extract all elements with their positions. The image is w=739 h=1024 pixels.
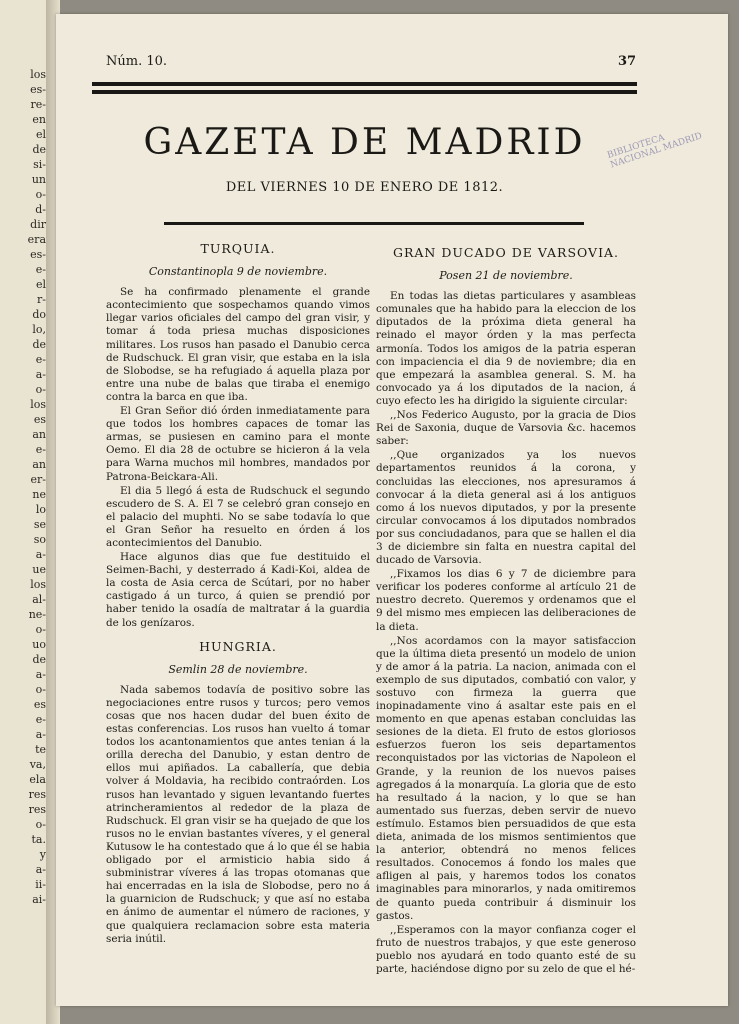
dateline-posen: Posen 21 de noviembre. bbox=[439, 269, 573, 283]
left-page-fragment: an bbox=[32, 458, 46, 471]
left-page-fragment: lo bbox=[35, 503, 46, 516]
article-paragraph: Hace algunos dias que fue destituido el Seimen-Bachi, y desterrado á Kadi-Koi, aldea de la costa de Asia cerca de Scútari, por no haber castigado á un turco, á quien se prendió por haber tenido la osadía de maltratar á la guardia de los genízaros. bbox=[106, 551, 370, 629]
article-paragraph: ,,Fixamos los dias 6 y 7 de diciembre para verificar los poderes conforme al artículo 21 de nuestro decreto. Queremos y ordenamos que el 9 del mismo mes empiecen las deliberaciones de la dieta. bbox=[376, 568, 636, 633]
left-page-fragment: los bbox=[30, 68, 46, 81]
issue-number: Núm. 10. bbox=[106, 54, 168, 69]
left-page-fragment: lo, bbox=[32, 323, 46, 336]
article-paragraph: Se ha confirmado plenamente el grande acontecimiento que sospechamos quando vimos llegar varios oficiales del campo del gran visir, y tomar á toda priesa muchas disposiciones militares. Los rusos han pasado el Danubio cerca de Rudschuck. El gran visir, que estaba en la isla de Slobodse, se ha refugiado á aquella plaza por entre una nube de balas que tiraba el enemigo contra la barca en que iba. bbox=[106, 286, 370, 403]
left-page-fragment: a- bbox=[35, 863, 46, 876]
left-page-fragment: y bbox=[39, 848, 46, 861]
page-number: 37 bbox=[618, 54, 637, 69]
left-page-fragment: ta. bbox=[31, 833, 46, 846]
left-page-fragment: los bbox=[30, 578, 46, 591]
article-paragraph: ,,Nos acordamos con la mayor satisfaccion que la última dieta presentó un modelo de union y de amor á la patria. La nacion, animada con el exemplo de sus diputados, combatió con valor, y sostuvo con firmeza la guerra que inopinadamente vino á asaltar este pais en el momento en que apenas estaban concluidas las sesiones de la dieta. El fruto de estos gloriosos esfuerzos fueron los seis departamentos reconquistados por las victorias de Napoleon el Grande, y la reunion de los nuevos paises agregados á la monarquía. La gloria que de esto ha resultado á la nacion, y lo que se han aumentado sus fuerzas, deben servir de nuevo estímulo. Estamos bien persuadidos de que esta dieta, animada de los mismos sentimientos que la anterior, obtendrá no menos felices resultados. Conocemos á fondo los males que afligen al pais, y haremos todos los conatos imaginables para minorarlos, y nada omitiremos de quanto pueda contribuir á disminuir los gastos. bbox=[376, 634, 636, 922]
left-column bbox=[106, 242, 370, 946]
article-paragraph: ,,Esperamos con la mayor confianza coger el fruto de nuestros trabajos, y que este generoso pueblo nos ayudará en todo quanto esté de su parte, haciéndose digno por su zelo de que el hé- bbox=[376, 923, 636, 975]
left-page-fragment: si- bbox=[33, 158, 46, 171]
left-page-fragment: es bbox=[33, 698, 46, 711]
article-paragraph: El Gran Señor dió órden inmediatamente para que todos los hombres capaces de tomar las armas, se pusiesen en camino para el monte Oemo. El dia 28 de octubre se hicieron á la vela para Warna muchos mil hombres, mandados por Patrona-Beickara-Ali. bbox=[106, 405, 370, 483]
article-paragraph: ,,Nos Federico Augusto, por la gracia de Dios Rei de Saxonia, duque de Varsovia &c. hacemos saber: bbox=[376, 409, 636, 448]
left-page-fragment: ue bbox=[32, 563, 46, 576]
left-page-fragment: e- bbox=[35, 263, 46, 276]
left-page-fragment: se bbox=[33, 518, 46, 531]
left-page-fragment: era bbox=[27, 233, 46, 246]
left-page-fragment: dir bbox=[30, 218, 46, 231]
left-page-fragment: de bbox=[32, 143, 46, 156]
left-page-fragment: es bbox=[33, 413, 46, 426]
left-page-fragment: o- bbox=[35, 383, 46, 396]
left-page-fragment: el bbox=[35, 278, 46, 291]
masthead-title: GAZETA DE MADRID bbox=[143, 122, 586, 163]
issue-date: DEL VIERNES 10 DE ENERO DE 1812. bbox=[225, 180, 504, 195]
left-page-fragment: o- bbox=[35, 623, 46, 636]
left-page-fragment: ai- bbox=[32, 893, 46, 906]
left-page-fragment: a- bbox=[35, 728, 46, 741]
left-page-fragment: ela bbox=[29, 773, 46, 786]
left-page-fragment: r- bbox=[37, 293, 46, 306]
article-paragraph: Nada sabemos todavía de positivo sobre las negociaciones entre rusos y turcos; pero vemos cosas que nos hacen dudar del buen éxito de estas conferencias. Los rusos han vuelto á tomar todos los acantonamientos que antes tenian á la orilla derecha del Danubio, y estan dentro de ellos mui apiñados. La caballería, que debia volver á Moldavia, ha recibido contraórden. Los rusos han levantado y siguen levantando fuertes atrincheramientos al rededor de la plaza de Rudschuck. El gran visir se ha quejado de que los rusos no le envian bastantes víveres, y el general Kutusow le ha contestado que á lo que él se habia obligado por el armisticio habia sido á subministrar víveres á las tropas otomanas que hai encerradas en la isla de Slobodse, pero no á la guarnicion de Rudschuck; y que así no estaba en ánimo de aumentar el número de raciones, y que qualquiera reclamacion sobre esta materia seria inútil. bbox=[106, 683, 370, 945]
right-column bbox=[376, 242, 636, 976]
section-heading-turquia: TURQUIA. bbox=[200, 241, 276, 256]
left-page-fragment: d- bbox=[35, 203, 46, 216]
left-page-fragment: el bbox=[35, 128, 46, 141]
left-page-fragment: va, bbox=[29, 758, 46, 771]
left-page-fragment: de bbox=[32, 653, 46, 666]
left-page-fragment: e- bbox=[35, 713, 46, 726]
left-page-fragment: es- bbox=[30, 83, 46, 96]
left-page-fragment: res bbox=[28, 788, 46, 801]
left-page-fragment: ne bbox=[32, 488, 46, 501]
left-page-fragment: te bbox=[35, 743, 46, 756]
left-page-fragment: an bbox=[32, 428, 46, 441]
left-page-fragment: es- bbox=[30, 248, 46, 261]
article-paragraph: ,,Que organizados ya los nuevos departamentos reunidos á la corona, y concluidas las elecciones, nos apresuramos á convocar á la dieta general asi á los antiguos como á los nuevos diputados, y por la presente circular convocamos á los diputados nombrados por sus conciudadanos, para que se hallen el dia 3 de diciembre sin falta en nuestra capital del ducado de Varsovia. bbox=[376, 449, 636, 567]
left-page-fragment: a- bbox=[35, 548, 46, 561]
left-page-fragment: un bbox=[31, 173, 46, 186]
left-page-fragment: de bbox=[32, 338, 46, 351]
left-page-fragment: o- bbox=[35, 818, 46, 831]
left-page-fragment: los bbox=[30, 398, 46, 411]
left-page-fragment: e- bbox=[35, 353, 46, 366]
left-page-fragment: res bbox=[28, 803, 46, 816]
left-page-fragment: re- bbox=[30, 98, 46, 111]
left-page-fragment: a- bbox=[35, 668, 46, 681]
left-page-fragment: al- bbox=[32, 593, 46, 606]
dateline-semlin: Semlin 28 de noviembre. bbox=[168, 662, 308, 676]
left-page-fragment: o- bbox=[35, 683, 46, 696]
section-heading-varsovia: GRAN DUCADO DE VARSOVIA. bbox=[392, 245, 620, 260]
dateline-constantinopla: Constantinopla 9 de noviembre. bbox=[148, 265, 328, 279]
article-paragraph: El dia 5 llegó á esta de Rudschuck el segundo escudero de S. A. El 7 se celebró gran consejo en el palacio del muphti. No se sabe todavía lo que el Gran Señor ha resuelto en órden á los acontecimientos del Danubio. bbox=[106, 484, 370, 549]
section-heading-hungria: HUNGRIA. bbox=[199, 638, 277, 654]
left-page-fragment: e- bbox=[35, 443, 46, 456]
left-page-fragment: o- bbox=[35, 188, 46, 201]
left-page-fragment: ii- bbox=[35, 878, 46, 891]
newspaper-page bbox=[56, 14, 728, 1006]
header-rule bbox=[164, 222, 584, 225]
article-paragraph: En todas las dietas particulares y asambleas comunales que ha habido para la eleccion de los diputados de la próxima dieta general ha reinado el mayor órden y la mas perfecta armonía. Todos los amigos de la patria esperan con impaciencia el dia 9 de noviembre; dia en que empezará la asamblea general. S. M. ha convocado ya á los diputados de la nacion, á cuyo efecto les ha dirigido la siguiente circular: bbox=[376, 290, 636, 407]
left-page-fragment: er- bbox=[30, 473, 46, 486]
left-page-fragment: uo bbox=[32, 638, 46, 651]
left-page-fragment: so bbox=[33, 533, 46, 546]
left-page-fragment: a- bbox=[35, 368, 46, 381]
top-rule-2 bbox=[92, 90, 637, 94]
left-page-fragment: en bbox=[32, 113, 46, 126]
top-rule bbox=[92, 82, 637, 86]
library-stamp: BIBLIOTECA NACIONAL MADRID bbox=[606, 131, 704, 171]
left-page-fragment: do bbox=[32, 308, 46, 321]
left-page-fragment: ne- bbox=[28, 608, 46, 621]
